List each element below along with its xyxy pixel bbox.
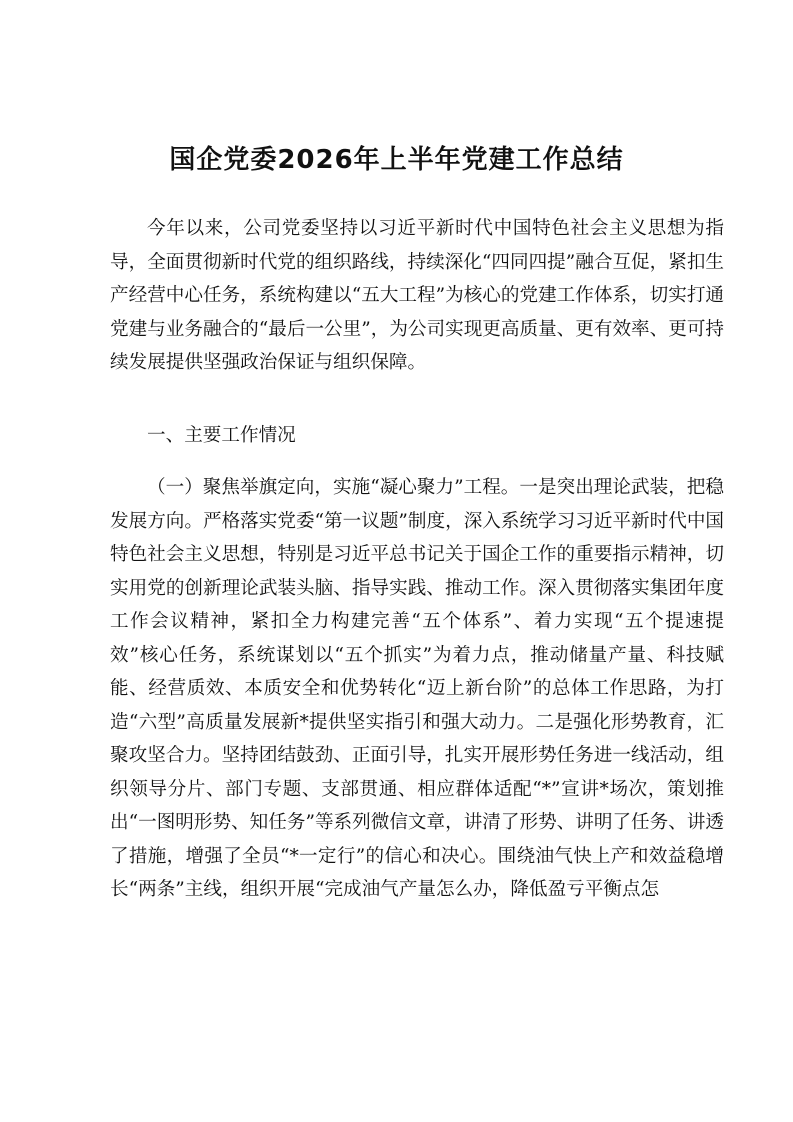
section-one-item-one-paragraph: （一）聚焦举旗定向，实施“凝心聚力”工程。一是突出理论武装，把稳发展方向。严格落实党委“第一议题”制度，深入系统学习习近平新时代中国特色社会主义思想，特别是习近平总书记关于国企工作的重要指示精神，切实用党的创新理论武装头脑、指导实践、推动工作。深入贯彻落实集团年度工作会议精神，紧扣全力构建完善“五个体系”、着力实现“五个提速提效”核心任务，系统谋划以“五个抓实”为着力点，推动储量产量、科技赋能、经营质效、本质安全和优势转化“迈上新台阶”的总体工作思路，为打造“六型”高质量发展新*提供坚实指引和强大动力。二是强化形势教育，汇聚攻坚合力。坚持团结鼓劲、正面引导，扎实开展形势任务进一线活动，组织领导分片、部门专题、支部贯通、相应群体适配“*”宣讲*场次，策划推出“一图明形势、知任务”等系列微信文章，讲清了形势、讲明了任务、讲透了措施，增强了全员“*一定行”的信心和决心。围绕油气快上产和效益稳增长“两条”主线，组织开展“完成油气产量怎么办，降低盈亏平衡点怎 <box>110 477 725 900</box>
section-heading: 一、主要工作情况 <box>147 425 296 446</box>
document-title: 国企党委2026年上半年党建工作总结 <box>169 145 624 175</box>
intro-paragraph: 今年以来，公司党委坚持以习近平新时代中国特色社会主义思想为指导，全面贯彻新时代党的组织路线，持续深化“四同四提”融合互促，紧扣生产经营中心任务，系统构建以“五大工程”为核心的党建工作体系，切实打通党建与业务融合的“最后一公里”，为公司实现更高质量、更有效率、更可持续发展提供坚强政治保证与组织保障。 <box>110 218 725 373</box>
